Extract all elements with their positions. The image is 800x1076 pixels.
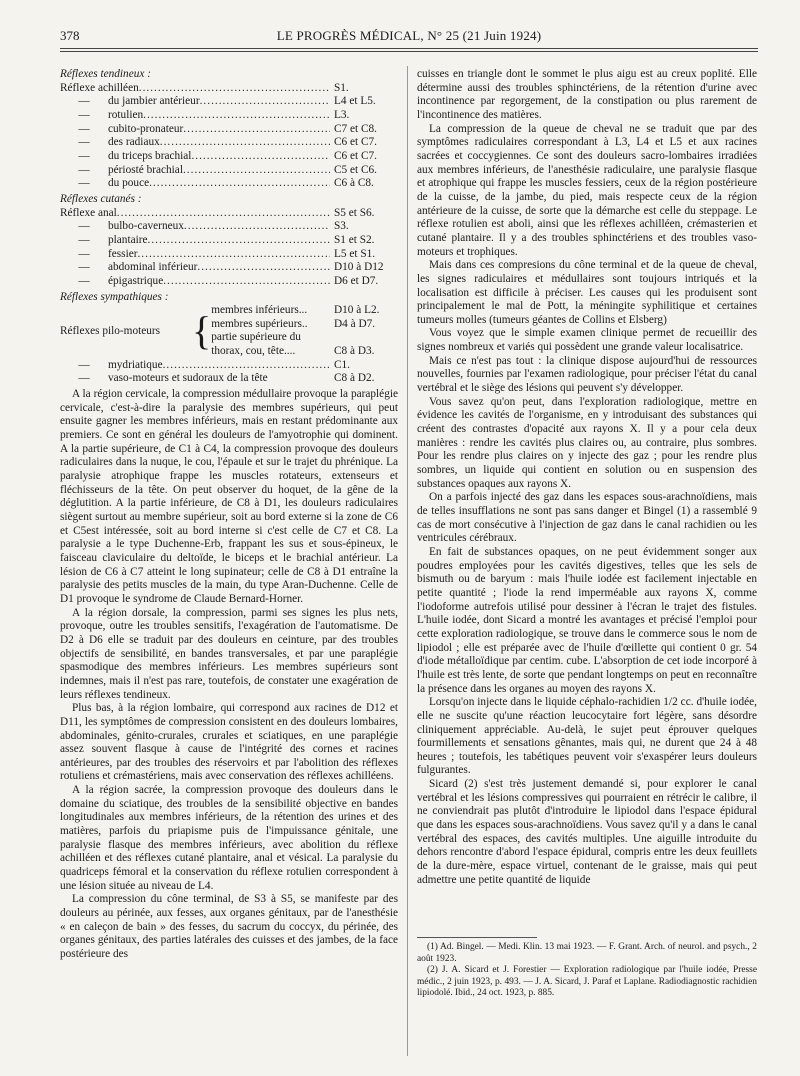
pilo-item: thorax, cou, tête.... C8 à D3. (211, 345, 375, 358)
pilo-item: membres supérieurs.. D4 à D7. (211, 317, 376, 330)
paragraph: Plus bas, à la région lombaire, qui correspond aux racines de D12 et D11, les symptômes de compression consistent en des douleurs lombaires, abdominales, génito-crurales, crurales et sciatiques, en une paraplégie assez souvent flasque à cause de l'intégrité des cornes et racines antérieures, par des troubles des réservoirs et par l'abolition des réflexes rotuliens et crémastériens, mais avec conservation des réflexes achilléens. (60, 702, 398, 783)
left-column (60, 68, 398, 962)
reflex-table-cutanes (60, 207, 398, 289)
journal-title: LE PROGRÈS MÉDICAL, N° 25 (21 Juin 1924) (276, 28, 542, 43)
reflex-row: — fessier ..... L5 et S1. (60, 248, 398, 262)
right-column (417, 68, 757, 887)
reflex-table-tendineux (60, 82, 398, 191)
reflex-row: Réflexe anal ..... S5 et S6. (60, 207, 398, 221)
footnote: (2) J. A. Sicard et J. Forestier — Exploration radiologique par l'huile iodée, Presse médic., 2 juin 1923, p. 493. — J. A. Sicard, J. Paraf et Laplane. Radiodiagnostic rachidien lipiodolé. Ibid., 24 oct. 1923, p. 885. (417, 965, 757, 998)
header-rule-top (60, 48, 758, 49)
paragraph: Vous savez qu'on peut, dans l'exploration radiologique, mettre en évidence les cavités de l'organisme, en y introduisant des substances qui créent des contrastes d'opacité aux rayons X. Il y a pour cela deux manières : rendre les cavités plus claires ou, au contraire, plus sombres. Pour les rendre plus claires on y injecte des gaz ; pour les rendre plus sombres, un liquide qui contient en solution ou en suspension des substances opaques aux rayons X. (417, 395, 757, 490)
reflex-row: — cubito-pronateur ..... C7 et C8. (60, 123, 398, 137)
header-rule-bottom (60, 51, 758, 52)
pilo-moteurs-label: Réflexes pilo-moteurs (60, 324, 161, 337)
paragraph: Mais ce n'est pas tout : la clinique dispose aujourd'hui de ressources nouvelles, fournies par l'examen radiologique, pour préciser l'état du canal vertébral et le siège des lésions qui peuvent s'y développer. (417, 354, 757, 395)
reflex-row: Réflexe achilléen ..... S1. (60, 82, 398, 96)
paragraph: En fait de substances opaques, on ne peut évidemment songer aux poudres employées pour les cavités digestives, telles que les sels de bismuth ou de baryum : mais l'huile iodée est facilement injectable en petite quantité ; l'iode la rend imperméable aux rayons X, comme l'iodoforme autrefois utilisé pour dessiner à l'écran le trajet des fistules. L'huile iodée, dont Sicard a montré les avantages et précisé l'emploi pour cette exploration radiologique, se trouve dans le commerce sous le nom de lipiodol ; elle est préparée avec de l'huile d'œillette qui contient 0 gr. 54 d'iode métalloïdique par centim. cube. L'absorption de cet iode incorporé à l'huile est très lente, de sorte que pendant longtemps on peut en reconnaître la présence dans les organes au moyen des rayons X. (417, 545, 757, 695)
reflex-row: — bulbo-caverneux ..... S3. (60, 220, 398, 234)
section-heading-sympathiques: Réflexes sympathiques : (60, 290, 169, 303)
paragraph: Sicard (2) s'est très justement demandé si, pour explorer le canal vertébral et les lésions compressives qui pourraient en rétrécir le calibre, il ne conviendrait pas plutôt d'introduire le lipiodol dans l'espace épidural que dans les espaces sous-arachnoïdiens. Vous savez qu'il y a dans le canal vertébral des espaces, des cavités multiples. Une aiguille introduite du dehors rencontre d'abord l'espace épidural, compris entre les deux feuillets de la dure-mère, espace virtuel, contenant de le graisse, mais qui peut admettre une petite quantité de liquide (417, 778, 757, 886)
footnote-rule (417, 937, 537, 938)
reflex-row: — du pouce ..... C6 à C8. (60, 177, 398, 191)
reflex-row: — mydriatique ..... C1. (60, 359, 398, 373)
reflex-row: — du triceps brachial ..... C6 et C7. (60, 150, 398, 164)
section-heading-tendineux: Réflexes tendineux : (60, 68, 151, 80)
left-brace: { (192, 308, 212, 354)
paragraph: A la région dorsale, la compression, parmi ses signes les plus nets, provoque, outre les troubles sensitifs, l'exagération de l'automatisme. De D2 à D6 elle se traduit par des douleurs en ceinture, par des troubles objectifs de sensibilité, en bandes transversales, et par une paraplégie spasmodique des membres inférieurs. Les membres supérieurs sont indemnes, mais il n'est pas rare, toutefois, de constater une exagération de leurs réflexes tendineux. (60, 606, 398, 701)
reflex-row: — épigastrique ..... D6 et D7. (60, 275, 398, 289)
column-divider (407, 66, 408, 1056)
paragraph: A la région cervicale, la compression médullaire provoque la paraplégie cervicale, c'est-à-dire la paralysie des membres supérieurs, qui peut ensuite gagner les membres inférieurs, mais en restant prédominante aux premiers. Ce sont en général les douleurs de l'amyotrophie qui dominent. A la partie supérieure, de C1 à C4, la compression provoque des douleurs radiculaires dans la nuque, le cou, l'épaule et sur le trajet du phrénique. La paralysie atrophique frappe les muscles rotateurs, extenseurs et fléchisseurs de la tête. On peut observer du hoquet, de la gêne de la déglutition. A la partie inférieure, de C8 à D1, les douleurs radiculaires siègent surtout au membre supérieur, soit au bord externe si la zone de C6 et C5est intéressée, soit au bord interne si c'est celle de C7 et C8. La paralysie a le type Duchenne-Erb, frappant les sus et sous-épineux, le faisceau claviculaire du deltoïde, le biceps et le brachial antérieur. La lésion de C6 à C7 atteint le long supinateur; celle de C8 à D1 entraîne la paralysie des petits muscles de la main, du type Aran-Duchenne. Celle de D1 provoque le syndrome de Claude Bernard-Horner. (60, 388, 398, 605)
paragraph: Mais dans ces compresions du cône terminal et de la queue de cheval, les signes radiculaires et médullaires sont toujours intriqués et la localisation est difficile à préciser. Les causes qui les produisent sont principalement le mal de Pott, la méningite syphilitique et certaines tumeurs molles (tumeurs géantes de Collins et Elsberg) (417, 259, 757, 326)
paragraph: La compression de la queue de cheval ne se traduit que par des symptômes radiculaires correspondant à L3, L4 et L5 et aux racines sacrées et coccygiennes. Ce sont des douleurs sacro-lombaires irradiées aux membres inférieurs, de l'anesthésie radiculaire, une paralysie flasque et atrophique qui frappe les muscles fessiers, ceux de la région postérieure de la cuisse, de la jambe, du pied, mais respecte ceux de la région antérieure de la cuisse, de sorte que la démarche est celle du steppage. Le réflexe rotulien est aboli, ainsi que les réflexes achilléen, crémasterien et cutané plantaire. Il y a des troubles sphinctériens et des troubles vaso-moteurs et trophiques. (417, 122, 757, 258)
reflex-row: — des radiaux ..... C6 et C7. (60, 136, 398, 150)
section-heading-cutanes: Réflexes cutanés : (60, 192, 142, 205)
pilo-moteurs-group (60, 304, 398, 359)
reflex-row: — du jambier antérieur ..... L4 et L5. (60, 95, 398, 109)
footnote: (1) Ad. Bingel. — Medi. Klin. 13 mai 1923. — F. Grant. Arch. of neurol. and psych., 2 août 1923. (417, 942, 757, 964)
reflex-row: — rotulien ..... L3. (60, 109, 398, 123)
paragraph: cuisses en triangle dont le sommet le plus aigu est au creux poplité. Elle détermine aussi des troubles sphinctériens, de la rétention d'urine avec incontinence par regorgement, de la constipation ou plus rarement de l'incontinence des matières. (417, 68, 757, 121)
paragraph: A la région sacrée, la compression provoque des douleurs dans le domaine du sciatique, des troubles de la sensibilité objective en bandes longitudinales aux membres inférieurs, de la rétention des urines et des matières, parfois du priapisme puis de l'impuissance génitale, une paralysie flasque des membres inférieurs, avec abolition du réflexe achilléen et des réflexes cutané plantaire, anal et vésical. La paralysie du quadriceps fémoral et la conservation du réflexe rotulien correspondent à une lésion située au niveau de L4. (60, 784, 398, 892)
paragraph: On a parfois injecté des gaz dans les espaces sous-arachnoïdiens, mais de telles insufflations ne sont pas sans danger et Bingel (1) a rassemblé 9 cas de mort consécutive à l'injection de gaz dans le canal rachidien ou les ventricules cérébraux. (417, 491, 757, 545)
pilo-item: membres inférieurs... D10 à L2. (211, 304, 380, 317)
footnotes (417, 942, 757, 1000)
reflex-row: — vaso-moteurs et sudoraux de la tête C8 à D2. (78, 372, 375, 385)
page-number: 378 (60, 28, 80, 43)
paragraph: La compression du cône terminal, de S3 à S5, se manifeste par des douleurs au périnée, aux fesses, aux organes génitaux, par de l'anesthésie « en caleçon de bain » des fesses, du sacrum du coccyx, du périnée, des organes génitaux, des parties latérales des cuisses et des jambes, de la face postérieure des (60, 893, 398, 960)
paragraph: Vous voyez que le simple examen clinique permet de recueillir des signes nombreux et variés qui possèdent une grande valeur localisatrice. (417, 327, 757, 354)
paragraph: Lorsqu'on injecte dans le liquide céphalo-rachidien 1/2 cc. d'huile iodée, elle ne suscite qu'une réaction leucocytaire fort légère, sans désordre cliniquement appréciable. Au-delà, le sujet peut éprouver quelques fourmillements et sensations gênantes, mais qui, ne durent que 24 à 48 heures ; toutefois, les tabétiques peuvent voir s'exaspérer leurs douleurs fulgurantes. (417, 696, 757, 777)
reflex-row: — périosté brachial ..... C5 et C6. (60, 164, 398, 178)
reflex-row: — abdominal inférieur ..... D10 à D12 (60, 261, 398, 275)
reflex-row: — plantaire ..... S1 et S2. (60, 234, 398, 248)
pilo-item: partie supérieure du (211, 331, 301, 344)
